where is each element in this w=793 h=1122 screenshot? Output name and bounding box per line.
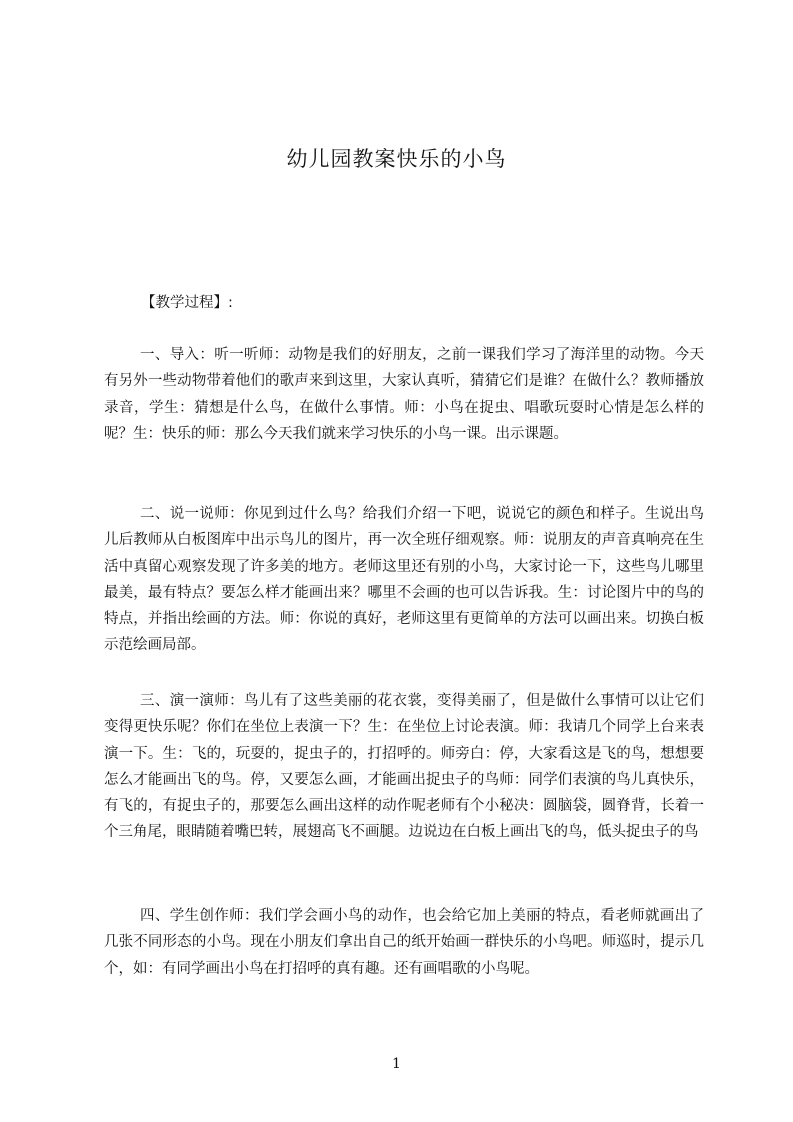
section-label: 【教学过程】: bbox=[141, 295, 233, 311]
paragraph-create: 四、学生创作师：我们学会画小鸟的动作，也会给它加上美丽的特点，看老师就画出了几张不同形态的小鸟。现在小朋友们拿出自己的纸开始画一群快乐的小鸟吧。师巡时，提示几个，如：有同学画出小鸟在打招呼的真有趣。还有画唱歌的小鸟呢。 bbox=[104, 908, 704, 977]
page-number: 1 bbox=[392, 1056, 401, 1072]
paragraph-discuss: 二、说一说师：你见到过什么鸟？给我们介绍一下吧，说说它的颜色和样子。生说出鸟儿后教师从白板图库中出示鸟儿的图片，再一次全班仔细观察。师：说朋友的声音真响亮在生活中真留心观察发现了许多美的地方。老师这里还有别的小鸟，大家讨论一下，这些鸟儿哪里最美，最有特点？要怎么样才能画出来？哪里不会画的也可以告诉我。生：讨论图片中的鸟的特点，并指出绘画的方法。师：你说的真好，老师这里有更简单的方法可以画出来。切换白板示范绘画局部。 bbox=[104, 506, 704, 654]
paragraph-perform: 三、演一演师：鸟儿有了这些美丽的花衣裳，变得美丽了，但是做什么事情可以让它们变得更快乐呢？你们在坐位上表演一下？生：在坐位上讨论表演。师：我请几个同学上台来表演一下。生：飞的，玩耍的，捉虫子的，打招呼的。师旁白：停，大家看这是飞的鸟，想想要怎么才能画出飞的鸟。停，又要怎么画，才能画出捉虫子的鸟师：同学们表演的鸟儿真快乐，有飞的，有捉虫子的，那要怎么画出这样的动作呢老师有个小秘决：圆脑袋，圆脊背，长着一个三角尾，眼睛随着嘴巴转，展翅高飞不画腿。边说边在白板上画出飞的鸟，低头捉虫子的鸟 bbox=[104, 693, 704, 841]
paragraph-intro: 一、导入：听一听师：动物是我们的好朋友，之前一课我们学习了海洋里的动物。今天有另外一些动物带着他们的歌声来到这里，大家认真听，猜猜它们是谁？在做什么？教师播放录音，学生：猜想是什么鸟，在做什么事情。师：小鸟在捉虫、唱歌玩耍时心情是怎么样的呢？生：快乐的师：那么今天我们就来学习快乐的小鸟一课。出示课题。 bbox=[104, 347, 704, 442]
document-title: 幼儿园教案快乐的小鸟 bbox=[286, 147, 507, 171]
